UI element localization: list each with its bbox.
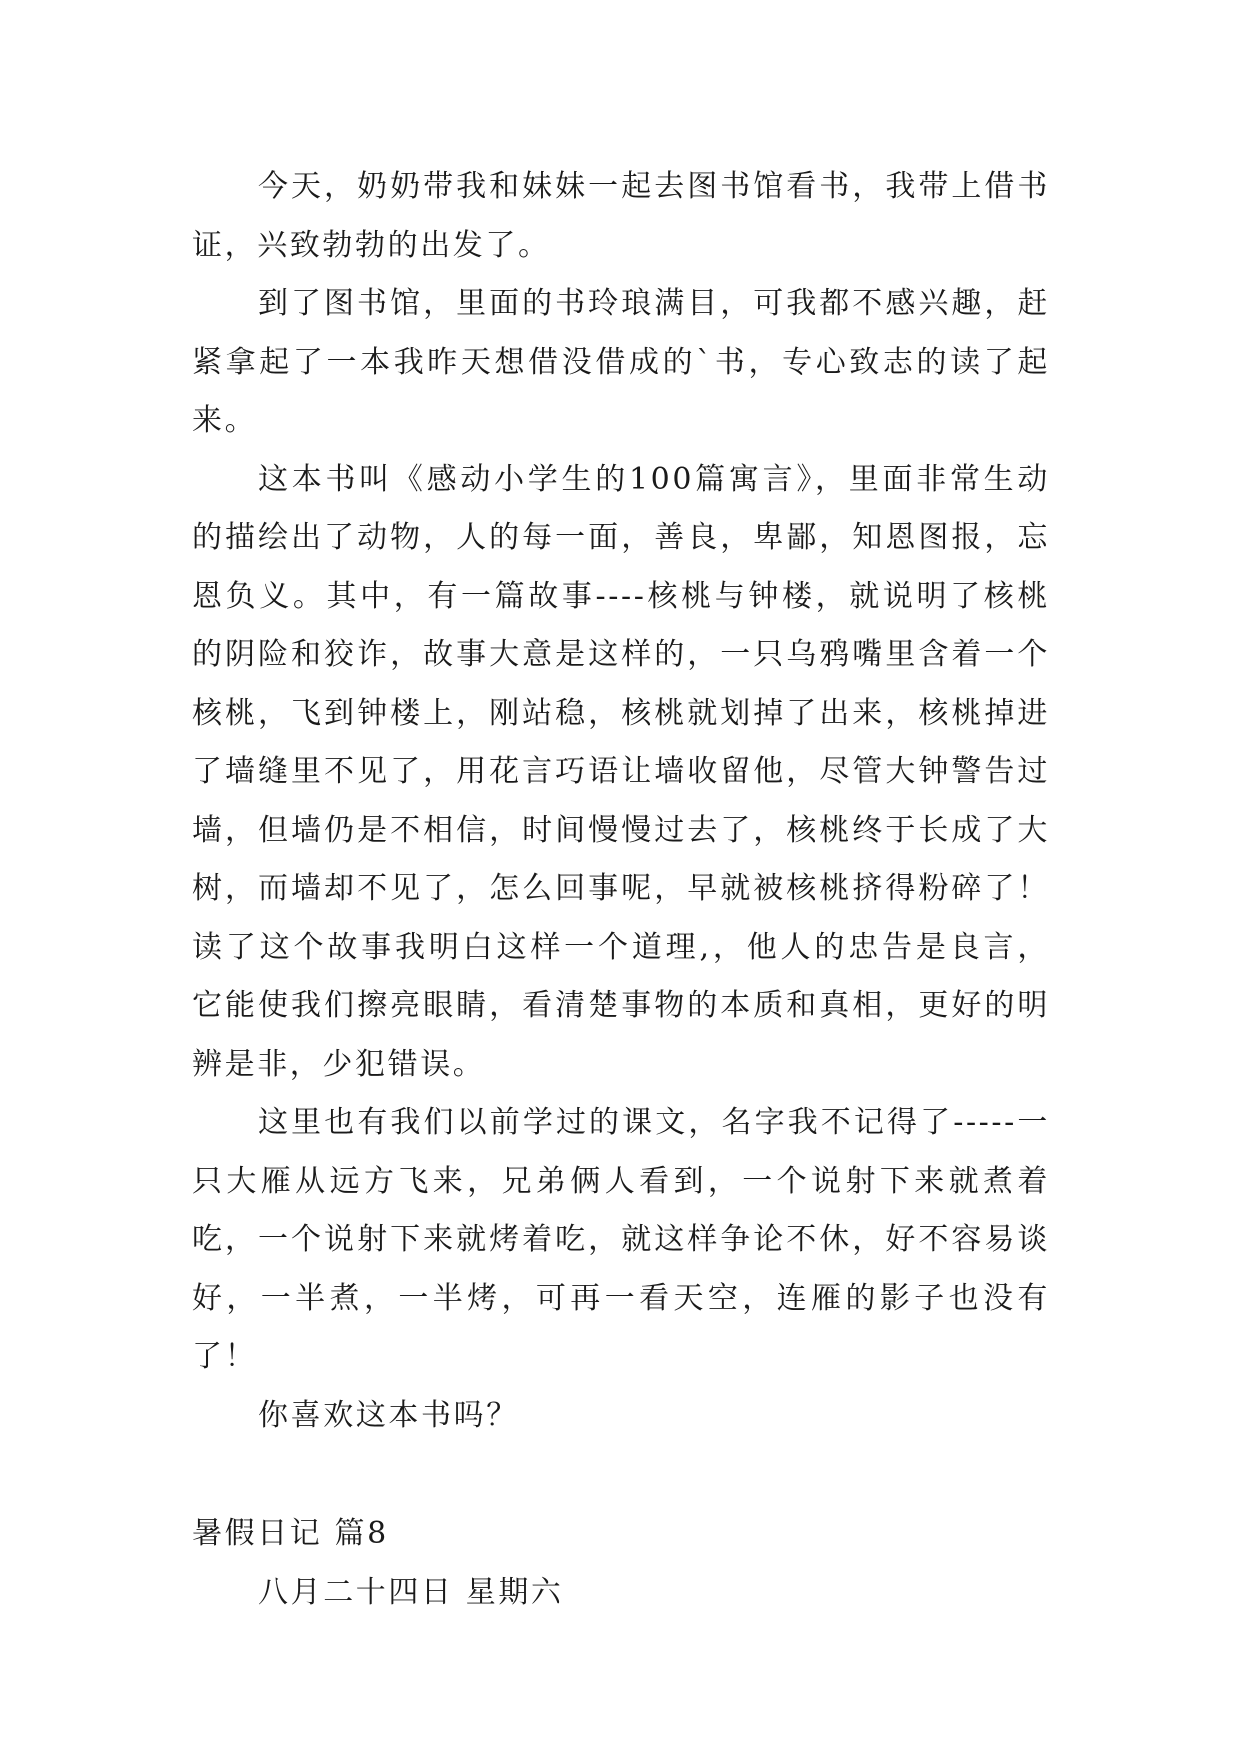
section-spacer bbox=[192, 1445, 1050, 1505]
paragraph-question: 你喜欢这本书吗？ bbox=[258, 1397, 519, 1433]
paragraph-library-visit: 今天，奶奶带我和妹妹一起去图书馆看书，我带上借书证，兴致勃勃的出发了。 bbox=[192, 169, 1050, 263]
paragraph-goose-story: 这里也有我们以前学过的课文，名字我不记得了-----一只大雁从远方飞来，兄弟俩人看到，一个说射下来就煮着吃，一个说射下来就烤着吃，就这样争论不休，好不容易谈好，一半煮，一半烤，可再一看天空，连雁的影子也没有了！ bbox=[192, 1105, 1050, 1374]
paragraph-pick-book: 到了图书馆，里面的书玲琅满目，可我都不感兴趣，赶紧拿起了一本我昨天想借没借成的`书，专心致志的读了起来。 bbox=[192, 286, 1050, 438]
date-line: 八月二十四日 星期六 bbox=[258, 1574, 564, 1610]
section-title: 暑假日记 篇8 bbox=[192, 1516, 389, 1551]
paragraph-book-story: 这本书叫《感动小学生的100篇寓言》，里面非常生动的描绘出了动物，人的每一面，善良，卑鄙，知恩图报，忘恩负义。其中，有一篇故事----核桃与钟楼，就说明了核桃的阴险和狡诈，故事大意是这样的，一只乌鸦嘴里含着一个核桃，飞到钟楼上，刚站稳，核桃就划掉了出来，核桃掉进了墙缝里不见了，用花言巧语让墙收留他，尽管大钟警告过墙，但墙仍是不相信，时间慢慢过去了，核桃终于长成了大树，而墙却不见了，怎么回事呢，早就被核桃挤得粉碎了！读了这个故事我明白这样一个道理,，他人的忠告是良言，它能使我们擦亮眼睛，看清楚事物的本质和真相，更好的明辨是非，少犯错误。 bbox=[192, 461, 1050, 1082]
document-page bbox=[192, 158, 1050, 1622]
